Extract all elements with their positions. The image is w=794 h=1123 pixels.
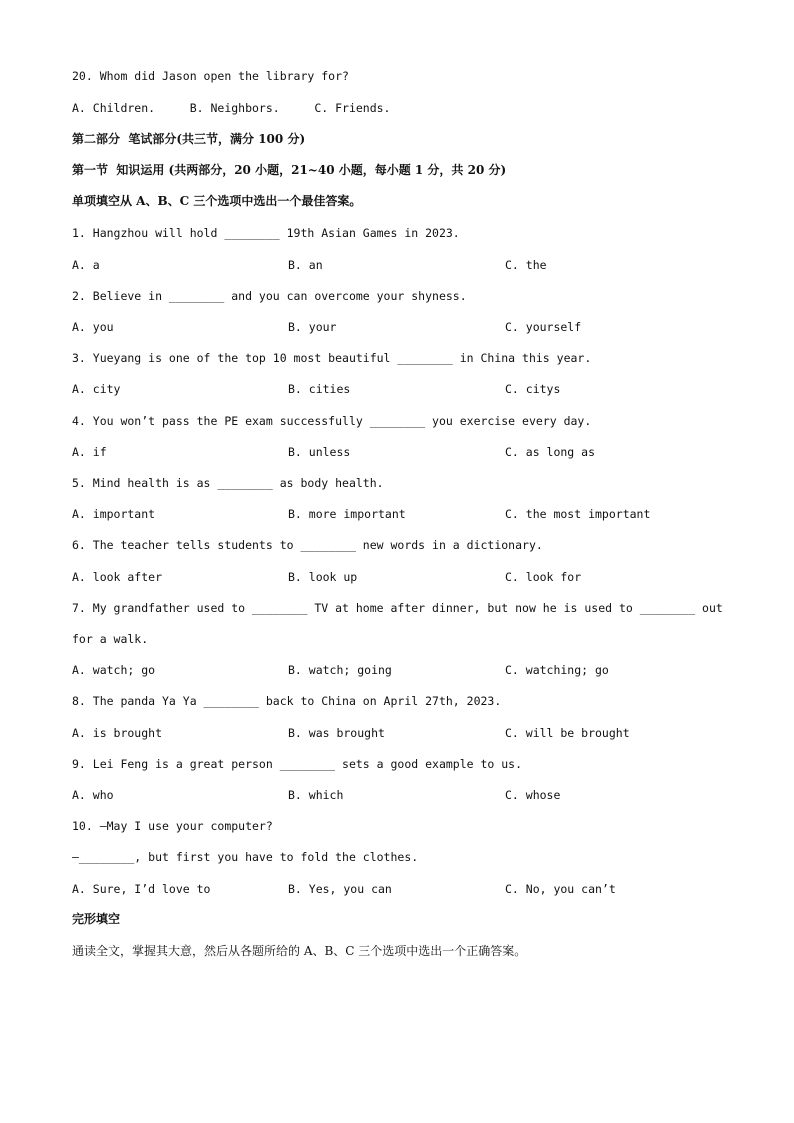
cloze-instruction: 通读全文，掌握其大意，然后从各题所给的 A、B、C 三个选项中选出一个正确答案。 xyxy=(72,944,527,958)
option-a: A. important xyxy=(72,507,156,521)
question-stem: 8. The panda Ya Ya ________ back to China on April 27th, 2023. xyxy=(72,694,502,708)
question-stem: 4. You won’t pass the PE exam successfully ________ you exercise every day. xyxy=(72,414,592,428)
option-a: A. city xyxy=(72,382,121,396)
option-a: A. who xyxy=(72,788,114,802)
option-b: B. which xyxy=(288,788,344,802)
section1-heading: 第一节 知识运用 (共两部分，20 小题，21~40 小题，每小题 1 分，共 20 分) xyxy=(72,163,507,177)
option-c: C. look for xyxy=(505,570,582,584)
question-stem: 2. Believe in ________ and you can overcome your shyness. xyxy=(72,289,467,303)
option-a: A. you xyxy=(72,320,114,334)
option-b: B. was brought xyxy=(288,726,385,740)
option-a: A. Sure, I’d love to xyxy=(72,882,211,896)
option-b: B. unless xyxy=(288,445,351,459)
option-c: C. the most important xyxy=(505,507,651,521)
cloze-heading: 完形填空 xyxy=(72,912,121,926)
option-c: C. citys xyxy=(505,382,561,396)
question-stem: 3. Yueyang is one of the top 10 most beautiful ________ in China this year. xyxy=(72,351,592,365)
option-b: B. an xyxy=(288,258,323,272)
question-stem: 1. Hangzhou will hold ________ 19th Asian Games in 2023. xyxy=(72,226,460,240)
option-a: A. a xyxy=(72,258,100,272)
option-b: B. cities xyxy=(288,382,351,396)
question-stem-continued: for a walk. xyxy=(72,632,149,646)
option-a: A. look after xyxy=(72,570,163,584)
question-stem: 10. —May I use your computer? xyxy=(72,819,273,833)
option-b: B. look up xyxy=(288,570,358,584)
option-b: B. more important xyxy=(288,507,406,521)
option-c: C. whose xyxy=(505,788,561,802)
question-stem: 6. The teacher tells students to ________ new words in a dictionary. xyxy=(72,538,543,552)
question-stem-continued: —________, but first you have to fold the clothes. xyxy=(72,850,419,864)
option-a: A. if xyxy=(72,445,107,459)
part2-heading: 第二部分 笔试部分(共三节，满分 100 分) xyxy=(72,132,306,146)
option-c: C. yourself xyxy=(505,320,582,334)
option-c: C. as long as xyxy=(505,445,596,459)
option-c: C. watching; go xyxy=(505,663,609,677)
question-20-options: A. Children. B. Neighbors. C. Friends. xyxy=(72,101,391,115)
question-stem: 5. Mind health is as ________ as body health. xyxy=(72,476,384,490)
option-a: A. watch; go xyxy=(72,663,156,677)
option-b: B. watch; going xyxy=(288,663,392,677)
question-stem: 9. Lei Feng is a great person ________ sets a good example to us. xyxy=(72,757,523,771)
option-b: B. your xyxy=(288,320,337,334)
option-a: A. is brought xyxy=(72,726,163,740)
question-20-stem: 20. Whom did Jason open the library for? xyxy=(72,69,349,83)
option-c: C. No, you can’t xyxy=(505,882,616,896)
option-b: B. Yes, you can xyxy=(288,882,392,896)
single-choice-instruction: 单项填空从 A、B、C 三个选项中选出一个最佳答案。 xyxy=(72,194,362,208)
question-stem: 7. My grandfather used to ________ TV at home after dinner, but now he is used to ________ out xyxy=(72,601,723,615)
option-c: C. will be brought xyxy=(505,726,630,740)
option-c: C. the xyxy=(505,258,547,272)
